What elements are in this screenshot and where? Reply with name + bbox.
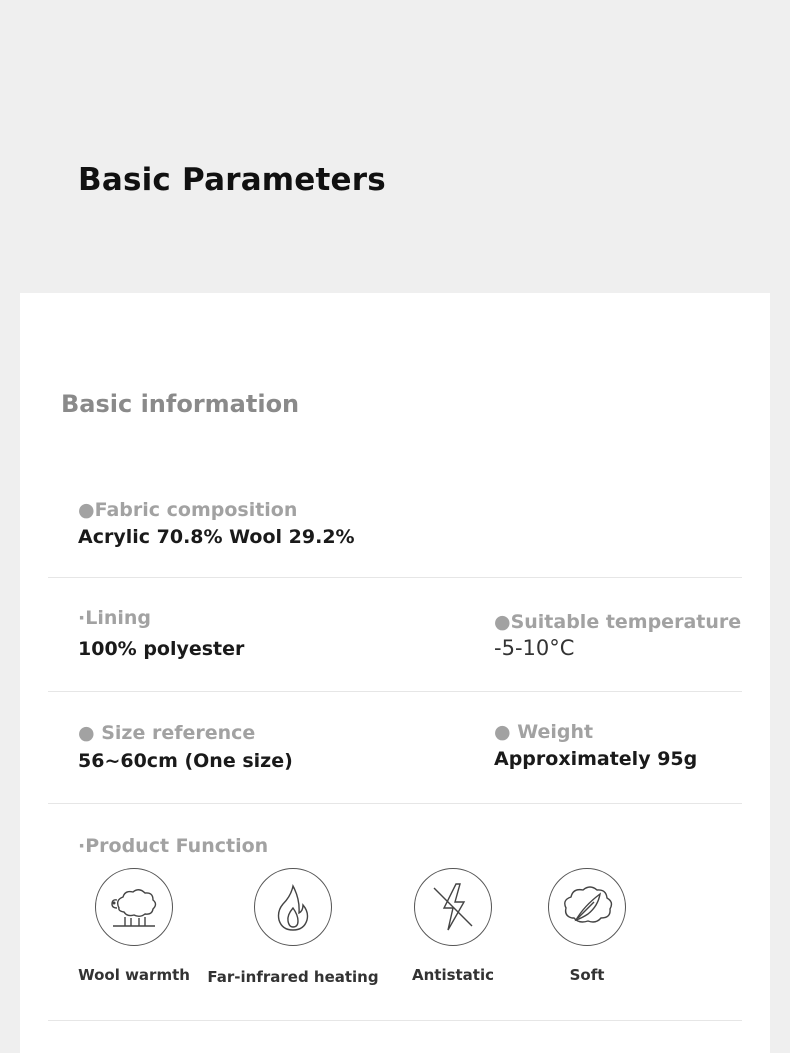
size-reference-value: 56~60cm (One size): [78, 750, 293, 772]
divider: [48, 803, 742, 804]
feather-cloud-icon: [548, 868, 626, 946]
lining-label: ·Lining: [78, 607, 152, 629]
product-function-label: ·Product Function: [78, 835, 269, 857]
section-title: Basic information: [61, 390, 300, 418]
function-item-wool-warmth: [54, 868, 214, 988]
sheep-icon: [95, 868, 173, 946]
weight-value: Approximately 95g: [494, 748, 698, 770]
function-label: Antistatic: [411, 966, 495, 984]
size-reference-label: ● Size reference: [78, 722, 256, 744]
function-item-far-infrared-heating: [207, 868, 379, 988]
function-label: Soft: [569, 966, 605, 984]
weight-label: ● Weight: [494, 721, 594, 743]
temperature-label: ●Suitable temperature: [494, 611, 742, 633]
fabric-composition-label: ●Fabric composition: [78, 499, 298, 521]
temperature-value: -5-10°C: [494, 636, 575, 660]
page-title: Basic Parameters: [78, 162, 386, 198]
divider: [48, 1020, 742, 1021]
function-label: Wool warmth: [78, 966, 190, 984]
function-label: Far-infrared heating: [207, 968, 379, 986]
lining-value: 100% polyester: [78, 638, 245, 660]
info-card: [20, 293, 770, 1053]
divider: [48, 691, 742, 692]
fabric-composition-value: Acrylic 70.8% Wool 29.2%: [78, 526, 355, 548]
flame-icon: [254, 868, 332, 946]
lightning-icon: [414, 868, 492, 946]
function-item-soft: [507, 868, 667, 988]
divider: [48, 577, 742, 578]
